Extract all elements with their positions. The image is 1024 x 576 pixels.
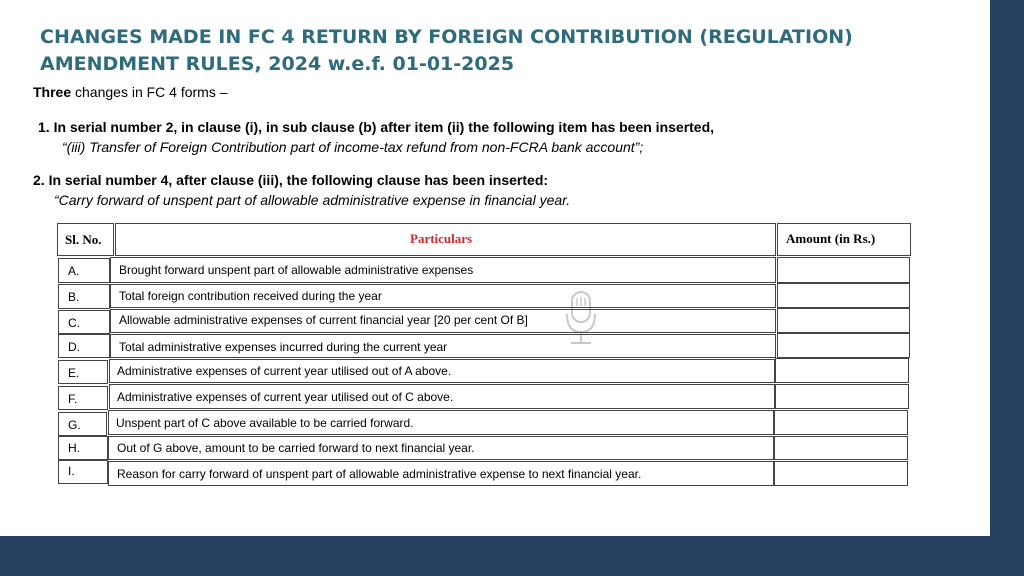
amount-cell[interactable] (774, 436, 908, 460)
sl-cell (58, 436, 108, 460)
sl-cell (58, 460, 108, 484)
change-1-quote: “(iii) Transfer of Foreign Contribution part of income-tax refund from non-FCRA bank account”; (62, 139, 644, 155)
title-line-2: AMENDMENT RULES, 2024 w.e.f. 01-01-2025 (40, 53, 515, 75)
particulars-cell (110, 334, 776, 358)
sl-number: F. (68, 392, 78, 406)
sl-cell (58, 258, 110, 283)
amount-cell[interactable] (774, 461, 908, 486)
amount-cell[interactable] (777, 308, 910, 333)
sl-number: B. (68, 290, 80, 304)
header-particulars-cell (115, 223, 776, 256)
intro-text (33, 84, 228, 100)
microphone-icon (562, 290, 600, 348)
title-line-1: CHANGES MADE IN FC 4 RETURN BY FOREIGN CONTRIBUTION (REGULATION) (40, 26, 853, 48)
intro-rest: changes in FC 4 forms – (71, 84, 228, 100)
sl-number: G. (68, 418, 81, 432)
sl-cell (58, 310, 110, 334)
amount-cell[interactable] (777, 257, 910, 283)
change-1-heading: 1. In serial number 2, in clause (i), in sub clause (b) after item (ii) the following item has been inserted, (38, 119, 715, 135)
particulars-text: Reason for carry forward of unspent part of allowable administrative expense to next financial year. (117, 467, 642, 481)
sl-number: A. (68, 264, 80, 278)
sl-number: H. (68, 441, 80, 455)
particulars-cell (108, 461, 774, 486)
amount-cell[interactable] (775, 358, 909, 383)
sl-number: I. (68, 464, 75, 478)
change-2-quote: “Carry forward of unspent part of allowable administrative expense in financial year. (54, 192, 571, 208)
header-slno-cell (57, 223, 114, 256)
particulars-text: Brought forward unspent part of allowable administrative expenses (119, 263, 474, 277)
header-amount-cell (777, 223, 911, 256)
bottom-decor-bar (0, 536, 1024, 576)
sl-cell (58, 412, 107, 436)
particulars-text: Administrative expenses of current year utilised out of C above. (117, 390, 454, 404)
amount-cell[interactable] (777, 333, 910, 358)
particulars-text: Unspent part of C above available to be carried forward. (116, 416, 414, 430)
sl-cell (58, 386, 108, 410)
header-particulars: Particulars (410, 231, 473, 246)
particulars-cell (110, 257, 776, 283)
sl-number: D. (68, 340, 80, 354)
sl-number: E. (68, 366, 80, 380)
particulars-cell (108, 410, 774, 435)
slide-title (40, 24, 940, 78)
particulars-text: Total administrative expenses incurred during the current year (119, 340, 448, 354)
header-slno: Sl. No. (65, 232, 102, 247)
particulars-cell (109, 359, 775, 383)
amount-cell[interactable] (777, 283, 910, 308)
particulars-text: Out of G above, amount to be carried forward to next financial year. (117, 441, 475, 455)
amount-cell[interactable] (774, 410, 908, 435)
particulars-text: Total foreign contribution received during the year (119, 289, 382, 303)
amount-cell[interactable] (775, 384, 909, 409)
sl-cell (58, 334, 110, 358)
sl-cell (58, 284, 110, 309)
intro-bold: Three (33, 84, 72, 100)
header-amount: Amount (in Rs.) (786, 231, 876, 246)
particulars-cell (110, 309, 776, 333)
sl-number: C. (68, 316, 80, 330)
particulars-text: Administrative expenses of current year utilised out of A above. (117, 364, 452, 378)
particulars-text: Allowable administrative expenses of current financial year [20 per cent Of B] (119, 313, 528, 327)
particulars-cell (109, 384, 775, 409)
change-2-heading: 2. In serial number 4, after clause (iii), the following clause has been inserted: (33, 172, 549, 188)
particulars-cell (108, 436, 774, 460)
right-decor-bar (990, 0, 1024, 576)
particulars-cell (110, 284, 776, 308)
sl-cell (58, 360, 108, 384)
